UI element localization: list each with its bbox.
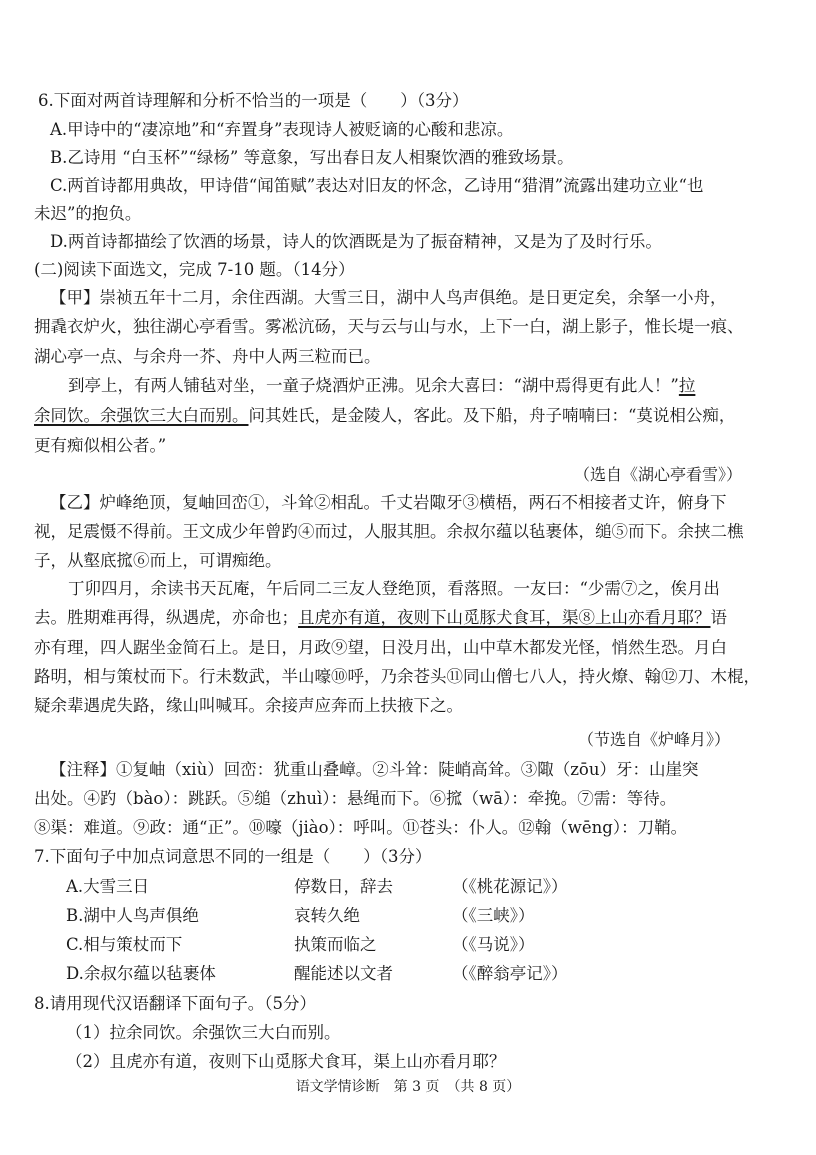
q7-option-c-left: C.相与策杖而下 [66, 935, 183, 954]
q7-option-b-source: （《三峡》） [452, 906, 535, 925]
q8-sentence-2: （2）且虎亦有道，夜则下山觅豚犬食耳，渠上山亦看月耶？ [66, 1052, 506, 1071]
q8-stem: 8.请用现代汉语翻译下面句子。（5分） [34, 994, 316, 1013]
yi-source: （节选自《炉峰月》） [578, 730, 731, 749]
jia-p2-line3: 更有痴似相公者。” [34, 436, 167, 455]
q6-option-b: B.乙诗用 “白玉杯”“绿杨” 等意象，写出春日友人相聚饮酒的雅致场景。 [50, 148, 574, 167]
yi-p2-line4: 路明，相与策杖而下。行未数武，半山嚎⑩呼，乃余苍头⑪同山僧七八人，持火燎、翰⑫刀、木棍， [34, 667, 760, 686]
notes-line2: 出处。④趵（bào）：跳跃。⑤缒（zhuì）：悬绳而下。⑥搲（wā）：牵挽。⑦需：等待。 [34, 789, 677, 808]
q7-option-d-right: 醒能述以文者 [294, 964, 393, 983]
q6-option-a: A.甲诗中的“凄凉地”和“弃置身”表现诗人被贬谪的心酸和悲凉。 [50, 120, 514, 139]
q7-option-b-right: 哀转久绝 [294, 906, 360, 925]
q6-option-c-cont: 未迟”的抱负。 [34, 204, 142, 223]
q7-stem: 7.下面句子中加点词意思不同的一组是（ ）（3分） [34, 847, 432, 866]
yi-p2-line3: 亦有理，四人踞坐金简石上。是日，月政⑨望，日没月出，山中草木都发光怪，悄然生恐。月白 [34, 638, 727, 657]
notes-line3: ⑧渠：难道。⑨政：通“正”。⑩嚎（jiào）：呼叫。⑪苍头：仆人。⑫翰（wēng）：刀鞘。 [34, 818, 688, 837]
q7-option-a-left: A.大雪三日 [66, 877, 150, 896]
yi-p2-line2 [34, 607, 727, 629]
yi-p1-line3: 子，从壑底搲⑥而上，可谓痴绝。 [34, 551, 282, 570]
jia-p1-line1: 【甲】崇祯五年十二月，余住西湖。大雪三日，湖中人鸟声俱绝。是日更定矣，余拏一小舟， [50, 288, 727, 307]
q7-option-c-right: 执策而临之 [294, 935, 377, 954]
yi-p2-underlined-sentence: 且虎亦有道，夜则下山觅豚犬食耳，渠⑧上山亦看月耶？ [298, 608, 711, 627]
section-heading: (二)阅读下面选文，完成 7-10 题。（14分） [34, 260, 355, 279]
yi-p2-text2: 语 [710, 608, 727, 627]
jia-p2-line1 [68, 375, 695, 397]
yi-p1-line2: 视，足震慑不得前。王文成少年曾趵④而过，人服其胆。余叔尔蕴以毡裹体，缒⑤而下。余挟二樵 [34, 522, 744, 541]
q8-sentence-1: （1）拉余同饮。余强饮三大白而别。 [66, 1023, 341, 1042]
q6-option-c: C.两首诗都用典故，甲诗借“闻笛赋”表达对旧友的怀念，乙诗用“猎渭”流露出建功立业“也 [50, 176, 704, 195]
notes-line1: 【注释】①复岫（xiù）回峦：犹重山叠嶂。②斗耸：陡峭高耸。③陬（zōu）牙：山崖突 [50, 760, 699, 779]
jia-p2-text2: 问其姓氏，是金陵人，客此。及下船，舟子喃喃曰：“莫说相公痴， [248, 406, 736, 425]
jia-p2-line2 [34, 405, 735, 427]
jia-p2-underlined: 拉 [678, 376, 696, 395]
jia-p1-line3: 湖心亭一点、与余舟一芥、舟中人两三粒而已。 [34, 347, 381, 366]
yi-p2-text: 去。胜期难再得，纵遇虎，亦命也； [34, 608, 298, 627]
yi-p2-line1: 丁卯四月，余读书天瓦庵，午后同二三友人登绝顶，看落照。一友曰：“少需⑦之，俟月出 [68, 579, 720, 598]
q6-option-d: D.两首诗都描绘了饮酒的场景，诗人的饮酒既是为了振奋精神，又是为了及时行乐。 [50, 232, 662, 251]
page-footer: 语文学情诊断 第 3 页 （共 8 页） [295, 1079, 521, 1095]
jia-p2-underlined-sentence: 余同饮。余强饮三大白而别。 [34, 406, 249, 425]
jia-source: （选自《湖心亭看雪》） [574, 465, 743, 484]
q7-option-a-source: （《桃花源记》） [452, 877, 568, 896]
jia-p1-line2: 拥毳衣炉火，独往湖心亭看雪。雾凇沆砀，天与云与山与水，上下一白，湖上影子，惟长堤一痕、 [34, 317, 744, 336]
q7-option-a-right: 停数日，辞去 [294, 877, 393, 896]
q7-option-d-left: D.余叔尔蕴以毡裹体 [66, 964, 216, 983]
jia-p2-text: 到亭上，有两人铺毡对坐，一童子烧酒炉正沸。见余大喜曰：“湖中焉得更有此人！” [68, 376, 679, 395]
q7-option-c-source: （《马说》） [452, 935, 535, 954]
yi-p2-line5: 疑余辈遇虎失路，缘山叫喊耳。余接声应奔而上扶掖下之。 [34, 696, 463, 715]
q7-option-b-left: B.湖中人鸟声俱绝 [66, 906, 199, 925]
q6-stem: 6.下面对两首诗理解和分析不恰当的一项是（ ）（3分） [38, 91, 469, 110]
q7-option-d-source: （《醉翁亭记》） [452, 964, 568, 983]
yi-p1-line1: 【乙】炉峰绝顶，复岫回峦①，斗耸②相乱。千丈岩陬牙③横梧，两石不相接者丈许，俯身下 [50, 493, 727, 512]
